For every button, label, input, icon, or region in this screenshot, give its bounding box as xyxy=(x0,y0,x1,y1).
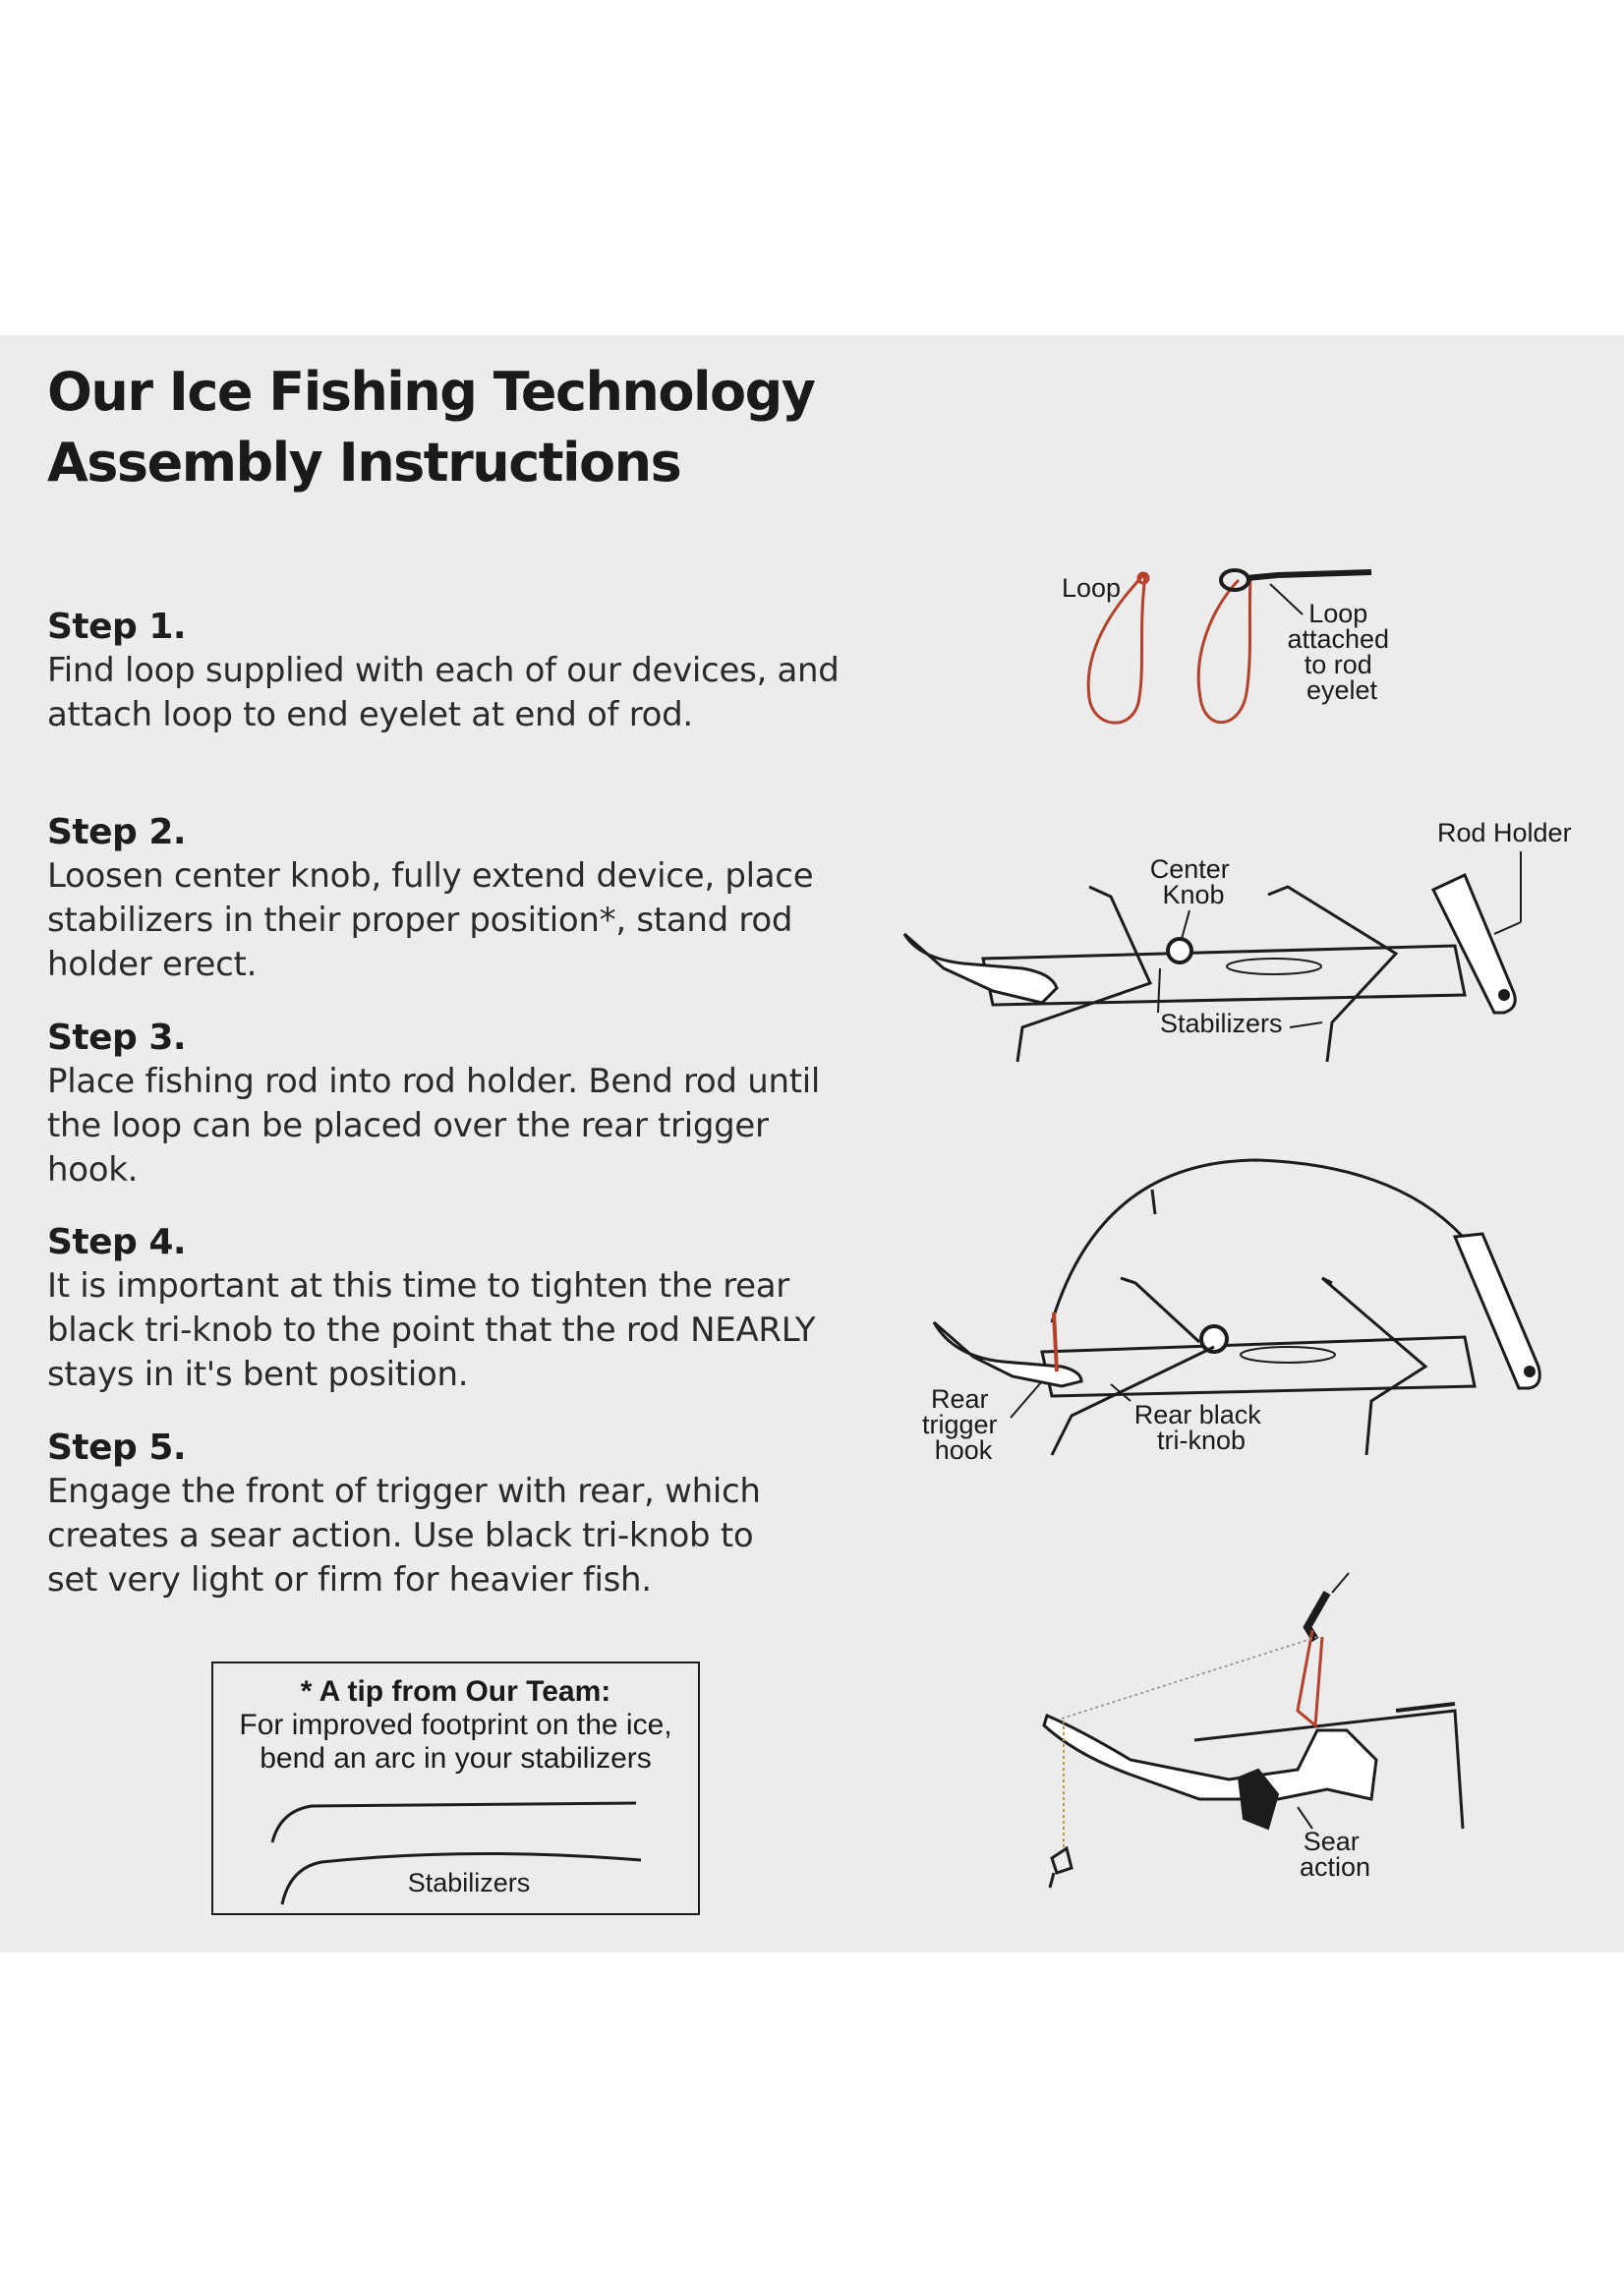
trigger-closeup-icon xyxy=(1044,1716,1376,1799)
hook-icon xyxy=(1050,1848,1072,1888)
step-2-heading: Step 2. xyxy=(47,812,187,852)
step-5-heading: Step 5. xyxy=(47,1428,187,1468)
device-frame-bent xyxy=(1042,1337,1475,1396)
label-loop-attached: Loop attached to rod eyelet xyxy=(1287,599,1390,705)
label-stabilizers: Stabilizers xyxy=(1160,1009,1283,1038)
label-rear-black-tri-knob: Rear black tri-knob xyxy=(1133,1400,1261,1455)
loop-closeup-icon xyxy=(1298,1630,1322,1725)
label-rod-holder: Rod Holder xyxy=(1437,818,1572,847)
rear-trigger-icon xyxy=(904,934,1057,1003)
tip-stabilizers-label: Stabilizers xyxy=(407,1868,531,1897)
rod-tip-icon xyxy=(1247,572,1371,578)
tip-heading: * A tip from Our Team: xyxy=(300,1675,611,1708)
rear-trigger-bent-icon xyxy=(934,1322,1081,1386)
label-center-knob: Center Knob xyxy=(1149,854,1230,909)
title-line-2: Assembly Instructions xyxy=(47,432,681,494)
step-5-text: Engage the front of trigger with rear, which creates a sear action. Use black tri-knob to set very light or firm for heavier fish. xyxy=(47,1472,761,1600)
label-loop: Loop xyxy=(1062,573,1122,603)
attached-loop-icon xyxy=(1198,580,1250,723)
step-1-heading: Step 1. xyxy=(47,607,187,647)
leader-loop-attached xyxy=(1270,584,1303,614)
label-sear-action: Sear action xyxy=(1299,1827,1371,1882)
center-knob-icon xyxy=(1168,939,1191,962)
step-3-heading: Step 3. xyxy=(47,1018,187,1058)
loop-on-hook-icon xyxy=(1054,1312,1057,1371)
step-4-text: It is important at this time to tighten the rear black tri-knob to the point that the rod NEARLY stays in it's bent position. xyxy=(47,1266,816,1394)
loop-diagram xyxy=(1062,570,1397,723)
step-1-text: Find loop supplied with each of our devices, and attach loop to end eyelet at end of rod. xyxy=(47,651,840,734)
rod-holder-bent-icon xyxy=(1455,1234,1539,1388)
sear-action-diagram xyxy=(1044,1573,1463,1888)
step-3-text: Place fishing rod into rod holder. Bend rod until the loop can be placed over the rear trigger hook. xyxy=(47,1062,821,1190)
bent-rod-diagram xyxy=(922,1160,1539,1465)
bent-rod-icon xyxy=(1052,1160,1463,1322)
step-2-text: Loosen center knob, fully extend device, place stabilizers in their proper position*, stand rod holder erect. xyxy=(47,856,814,984)
loop-knot-icon xyxy=(1138,573,1148,583)
step-4-heading: Step 4. xyxy=(47,1222,187,1262)
title-line-1: Our Ice Fishing Technology xyxy=(47,361,815,423)
device-frame xyxy=(983,946,1465,1005)
tip-line-1: For improved footprint on the ice, xyxy=(239,1709,672,1741)
extended-device-diagram xyxy=(904,818,1572,1062)
tip-line-2: bend an arc in your stabilizers xyxy=(260,1742,652,1775)
rod-eyelet-icon xyxy=(1221,570,1248,590)
label-rear-trigger-hook: Rear trigger hook xyxy=(921,1384,998,1465)
